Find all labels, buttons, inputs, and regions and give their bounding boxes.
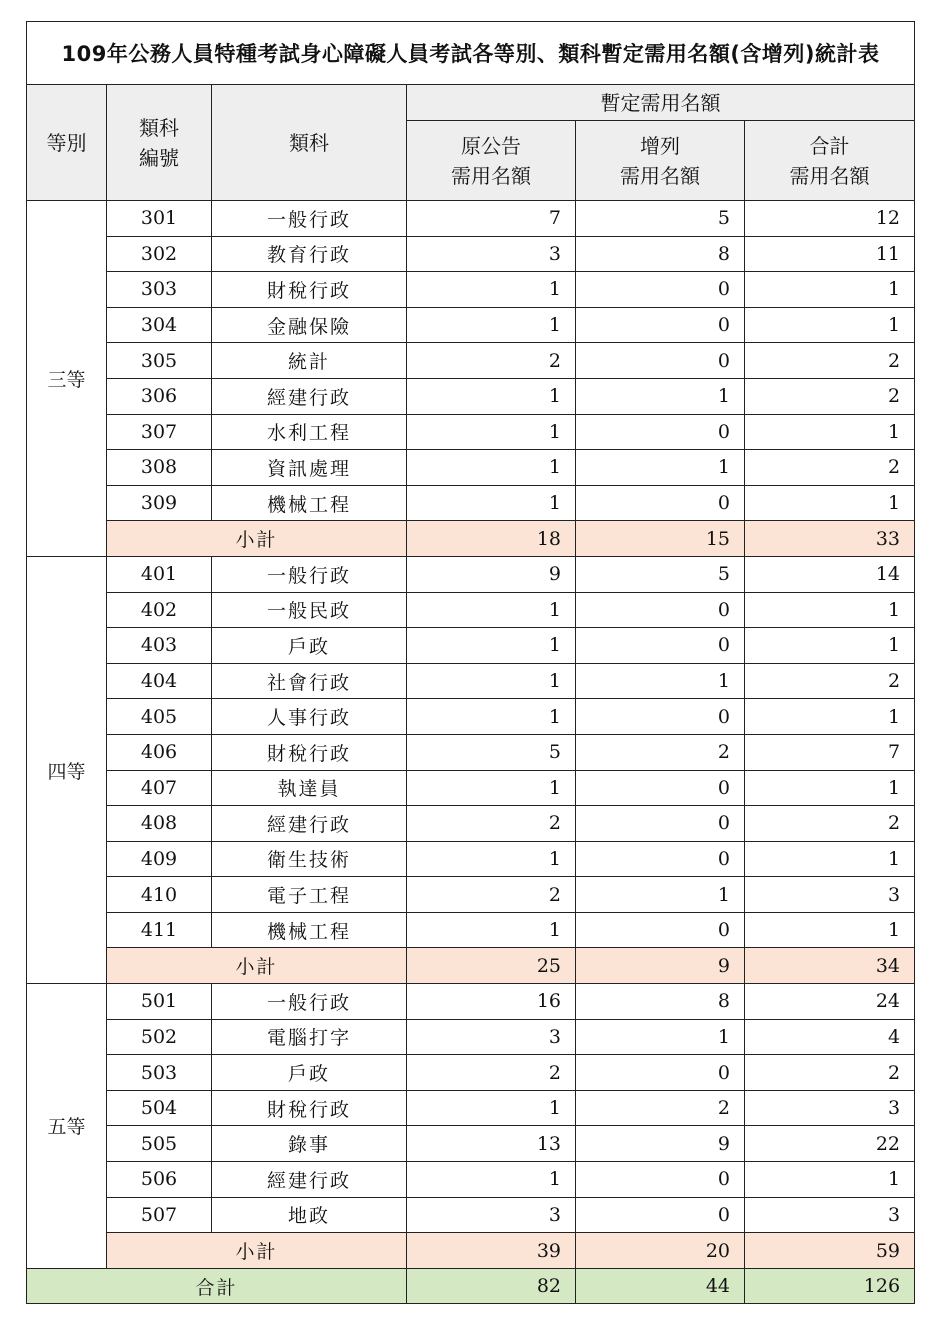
added-quota: 0 <box>576 1055 745 1091</box>
subject-code: 404 <box>107 663 212 699</box>
subject-name: 電腦打字 <box>212 1019 407 1055</box>
subject-name: 一般行政 <box>212 201 407 237</box>
subject-code: 403 <box>107 628 212 664</box>
subtotal-original: 25 <box>407 948 576 984</box>
original-quota: 1 <box>407 450 576 486</box>
original-quota: 1 <box>407 912 576 948</box>
header-added <box>576 121 745 201</box>
subject-code: 411 <box>107 912 212 948</box>
subtotal-total: 33 <box>745 521 915 557</box>
original-quota: 2 <box>407 806 576 842</box>
table-row <box>27 984 915 1020</box>
header-original-line1: 原公告 <box>461 133 521 158</box>
subtotal-label: 小計 <box>107 1233 407 1269</box>
table-row <box>27 699 915 735</box>
grand-total-label: 合計 <box>27 1268 407 1304</box>
subtotal-total: 34 <box>745 948 915 984</box>
subject-code: 505 <box>107 1126 212 1162</box>
total-quota: 2 <box>745 343 915 379</box>
original-quota: 1 <box>407 378 576 414</box>
added-quota: 0 <box>576 1162 745 1198</box>
subtotal-row <box>27 521 915 557</box>
header-grade: 等別 <box>27 85 107 201</box>
table-body <box>27 201 915 1304</box>
subject-code: 507 <box>107 1197 212 1233</box>
total-quota: 1 <box>745 770 915 806</box>
total-quota: 1 <box>745 628 915 664</box>
table-row <box>27 307 915 343</box>
subject-code: 402 <box>107 592 212 628</box>
subject-name: 戶政 <box>212 628 407 664</box>
original-quota: 1 <box>407 592 576 628</box>
table-row <box>27 1126 915 1162</box>
subject-code: 502 <box>107 1019 212 1055</box>
table-row <box>27 770 915 806</box>
table-row <box>27 236 915 272</box>
table-title: 109年公務人員特種考試身心障礙人員考試各等別、類科暫定需用名額(含增列)統計表 <box>27 22 915 85</box>
subject-name: 衛生技術 <box>212 841 407 877</box>
added-quota: 0 <box>576 1197 745 1233</box>
subject-name: 水利工程 <box>212 414 407 450</box>
subject-name: 一般民政 <box>212 592 407 628</box>
header-subject: 類科 <box>212 85 407 201</box>
original-quota: 9 <box>407 556 576 592</box>
subject-code: 306 <box>107 378 212 414</box>
added-quota: 1 <box>576 378 745 414</box>
subject-code: 408 <box>107 806 212 842</box>
total-quota: 2 <box>745 806 915 842</box>
subject-name: 經建行政 <box>212 806 407 842</box>
subject-name: 地政 <box>212 1197 407 1233</box>
subject-code: 406 <box>107 734 212 770</box>
subtotal-added: 20 <box>576 1233 745 1269</box>
added-quota: 5 <box>576 201 745 237</box>
original-quota: 1 <box>407 414 576 450</box>
subtotal-label: 小計 <box>107 948 407 984</box>
subject-code: 504 <box>107 1090 212 1126</box>
table-row <box>27 912 915 948</box>
subtotal-row <box>27 948 915 984</box>
added-quota: 1 <box>576 1019 745 1055</box>
subject-code: 302 <box>107 236 212 272</box>
table-row <box>27 450 915 486</box>
table-row <box>27 378 915 414</box>
table-row <box>27 663 915 699</box>
table-row <box>27 877 915 913</box>
subject-name: 資訊處理 <box>212 450 407 486</box>
header-added-line1: 增列 <box>640 133 680 158</box>
total-quota: 2 <box>745 1055 915 1091</box>
table-row <box>27 592 915 628</box>
grand-total-total: 126 <box>745 1268 915 1304</box>
added-quota: 1 <box>576 450 745 486</box>
added-quota: 0 <box>576 841 745 877</box>
subject-code: 301 <box>107 201 212 237</box>
original-quota: 2 <box>407 343 576 379</box>
added-quota: 1 <box>576 877 745 913</box>
original-quota: 1 <box>407 841 576 877</box>
table-row <box>27 1019 915 1055</box>
added-quota: 0 <box>576 485 745 521</box>
added-quota: 1 <box>576 663 745 699</box>
added-quota: 0 <box>576 806 745 842</box>
header-added-line2: 需用名額 <box>620 163 700 188</box>
original-quota: 3 <box>407 236 576 272</box>
total-quota: 3 <box>745 1197 915 1233</box>
quota-table <box>26 21 915 1304</box>
total-quota: 2 <box>745 450 915 486</box>
table-row <box>27 841 915 877</box>
total-quota: 24 <box>745 984 915 1020</box>
subject-code: 506 <box>107 1162 212 1198</box>
added-quota: 2 <box>576 734 745 770</box>
original-quota: 1 <box>407 699 576 735</box>
total-quota: 2 <box>745 663 915 699</box>
subject-name: 一般行政 <box>212 556 407 592</box>
total-quota: 1 <box>745 912 915 948</box>
subtotal-added: 15 <box>576 521 745 557</box>
header-code <box>107 85 212 201</box>
original-quota: 1 <box>407 663 576 699</box>
original-quota: 1 <box>407 770 576 806</box>
subject-name: 財稅行政 <box>212 1090 407 1126</box>
subject-name: 財稅行政 <box>212 272 407 308</box>
total-quota: 12 <box>745 201 915 237</box>
original-quota: 16 <box>407 984 576 1020</box>
original-quota: 2 <box>407 877 576 913</box>
original-quota: 7 <box>407 201 576 237</box>
original-quota: 3 <box>407 1019 576 1055</box>
subject-name: 經建行政 <box>212 1162 407 1198</box>
table-row <box>27 1090 915 1126</box>
original-quota: 1 <box>407 272 576 308</box>
original-quota: 1 <box>407 307 576 343</box>
table-row <box>27 1055 915 1091</box>
total-quota: 4 <box>745 1019 915 1055</box>
subject-code: 309 <box>107 485 212 521</box>
added-quota: 0 <box>576 307 745 343</box>
header-group: 暫定需用名額 <box>407 85 915 121</box>
subject-code: 407 <box>107 770 212 806</box>
subject-code: 401 <box>107 556 212 592</box>
original-quota: 1 <box>407 1162 576 1198</box>
subject-code: 305 <box>107 343 212 379</box>
subject-name: 財稅行政 <box>212 734 407 770</box>
subject-name: 機械工程 <box>212 912 407 948</box>
subject-name: 經建行政 <box>212 378 407 414</box>
table-row <box>27 414 915 450</box>
total-quota: 3 <box>745 1090 915 1126</box>
original-quota: 2 <box>407 1055 576 1091</box>
total-quota: 7 <box>745 734 915 770</box>
grade-cell: 四等 <box>27 556 107 983</box>
subject-code: 308 <box>107 450 212 486</box>
grade-cell: 五等 <box>27 984 107 1269</box>
table-row <box>27 1162 915 1198</box>
header-code-line2: 編號 <box>139 145 179 170</box>
subtotal-added: 9 <box>576 948 745 984</box>
subject-name: 人事行政 <box>212 699 407 735</box>
total-quota: 22 <box>745 1126 915 1162</box>
subtotal-original: 39 <box>407 1233 576 1269</box>
table-row <box>27 628 915 664</box>
original-quota: 13 <box>407 1126 576 1162</box>
grade-cell: 三等 <box>27 201 107 557</box>
added-quota: 0 <box>576 343 745 379</box>
subtotal-row <box>27 1233 915 1269</box>
original-quota: 1 <box>407 628 576 664</box>
grand-total-added: 44 <box>576 1268 745 1304</box>
total-quota: 1 <box>745 592 915 628</box>
subject-name: 錄事 <box>212 1126 407 1162</box>
added-quota: 0 <box>576 770 745 806</box>
subject-name: 統計 <box>212 343 407 379</box>
header-original-line2: 需用名額 <box>451 163 531 188</box>
subject-code: 303 <box>107 272 212 308</box>
subtotal-original: 18 <box>407 521 576 557</box>
subject-name: 社會行政 <box>212 663 407 699</box>
table-row <box>27 734 915 770</box>
subject-name: 電子工程 <box>212 877 407 913</box>
added-quota: 9 <box>576 1126 745 1162</box>
grand-total-original: 82 <box>407 1268 576 1304</box>
added-quota: 5 <box>576 556 745 592</box>
subject-name: 教育行政 <box>212 236 407 272</box>
subject-name: 一般行政 <box>212 984 407 1020</box>
added-quota: 0 <box>576 414 745 450</box>
total-quota: 2 <box>745 378 915 414</box>
original-quota: 1 <box>407 485 576 521</box>
table-row <box>27 201 915 237</box>
added-quota: 0 <box>576 272 745 308</box>
total-quota: 14 <box>745 556 915 592</box>
added-quota: 0 <box>576 592 745 628</box>
subject-code: 410 <box>107 877 212 913</box>
total-quota: 1 <box>745 307 915 343</box>
subject-name: 戶政 <box>212 1055 407 1091</box>
table-row <box>27 556 915 592</box>
added-quota: 0 <box>576 628 745 664</box>
total-quota: 1 <box>745 699 915 735</box>
subject-code: 409 <box>107 841 212 877</box>
subject-name: 執達員 <box>212 770 407 806</box>
added-quota: 8 <box>576 236 745 272</box>
total-quota: 11 <box>745 236 915 272</box>
original-quota: 3 <box>407 1197 576 1233</box>
added-quota: 2 <box>576 1090 745 1126</box>
table-row <box>27 272 915 308</box>
total-quota: 1 <box>745 841 915 877</box>
table-row <box>27 806 915 842</box>
header-original <box>407 121 576 201</box>
table-row <box>27 485 915 521</box>
header-total <box>745 121 915 201</box>
header-total-line2: 需用名額 <box>789 163 870 188</box>
subject-name: 金融保險 <box>212 307 407 343</box>
added-quota: 8 <box>576 984 745 1020</box>
total-quota: 1 <box>745 414 915 450</box>
original-quota: 5 <box>407 734 576 770</box>
added-quota: 0 <box>576 912 745 948</box>
subject-name: 機械工程 <box>212 485 407 521</box>
subject-code: 304 <box>107 307 212 343</box>
total-quota: 1 <box>745 272 915 308</box>
table-row <box>27 1197 915 1233</box>
subtotal-label: 小計 <box>107 521 407 557</box>
subject-code: 501 <box>107 984 212 1020</box>
grand-total-row <box>27 1268 915 1304</box>
original-quota: 1 <box>407 1090 576 1126</box>
total-quota: 3 <box>745 877 915 913</box>
subject-code: 503 <box>107 1055 212 1091</box>
total-quota: 1 <box>745 1162 915 1198</box>
header-code-line1: 類科 <box>139 115 179 140</box>
subtotal-total: 59 <box>745 1233 915 1269</box>
header-total-line1: 合計 <box>809 133 850 158</box>
total-quota: 1 <box>745 485 915 521</box>
subject-code: 307 <box>107 414 212 450</box>
subject-code: 405 <box>107 699 212 735</box>
added-quota: 0 <box>576 699 745 735</box>
table-row <box>27 343 915 379</box>
